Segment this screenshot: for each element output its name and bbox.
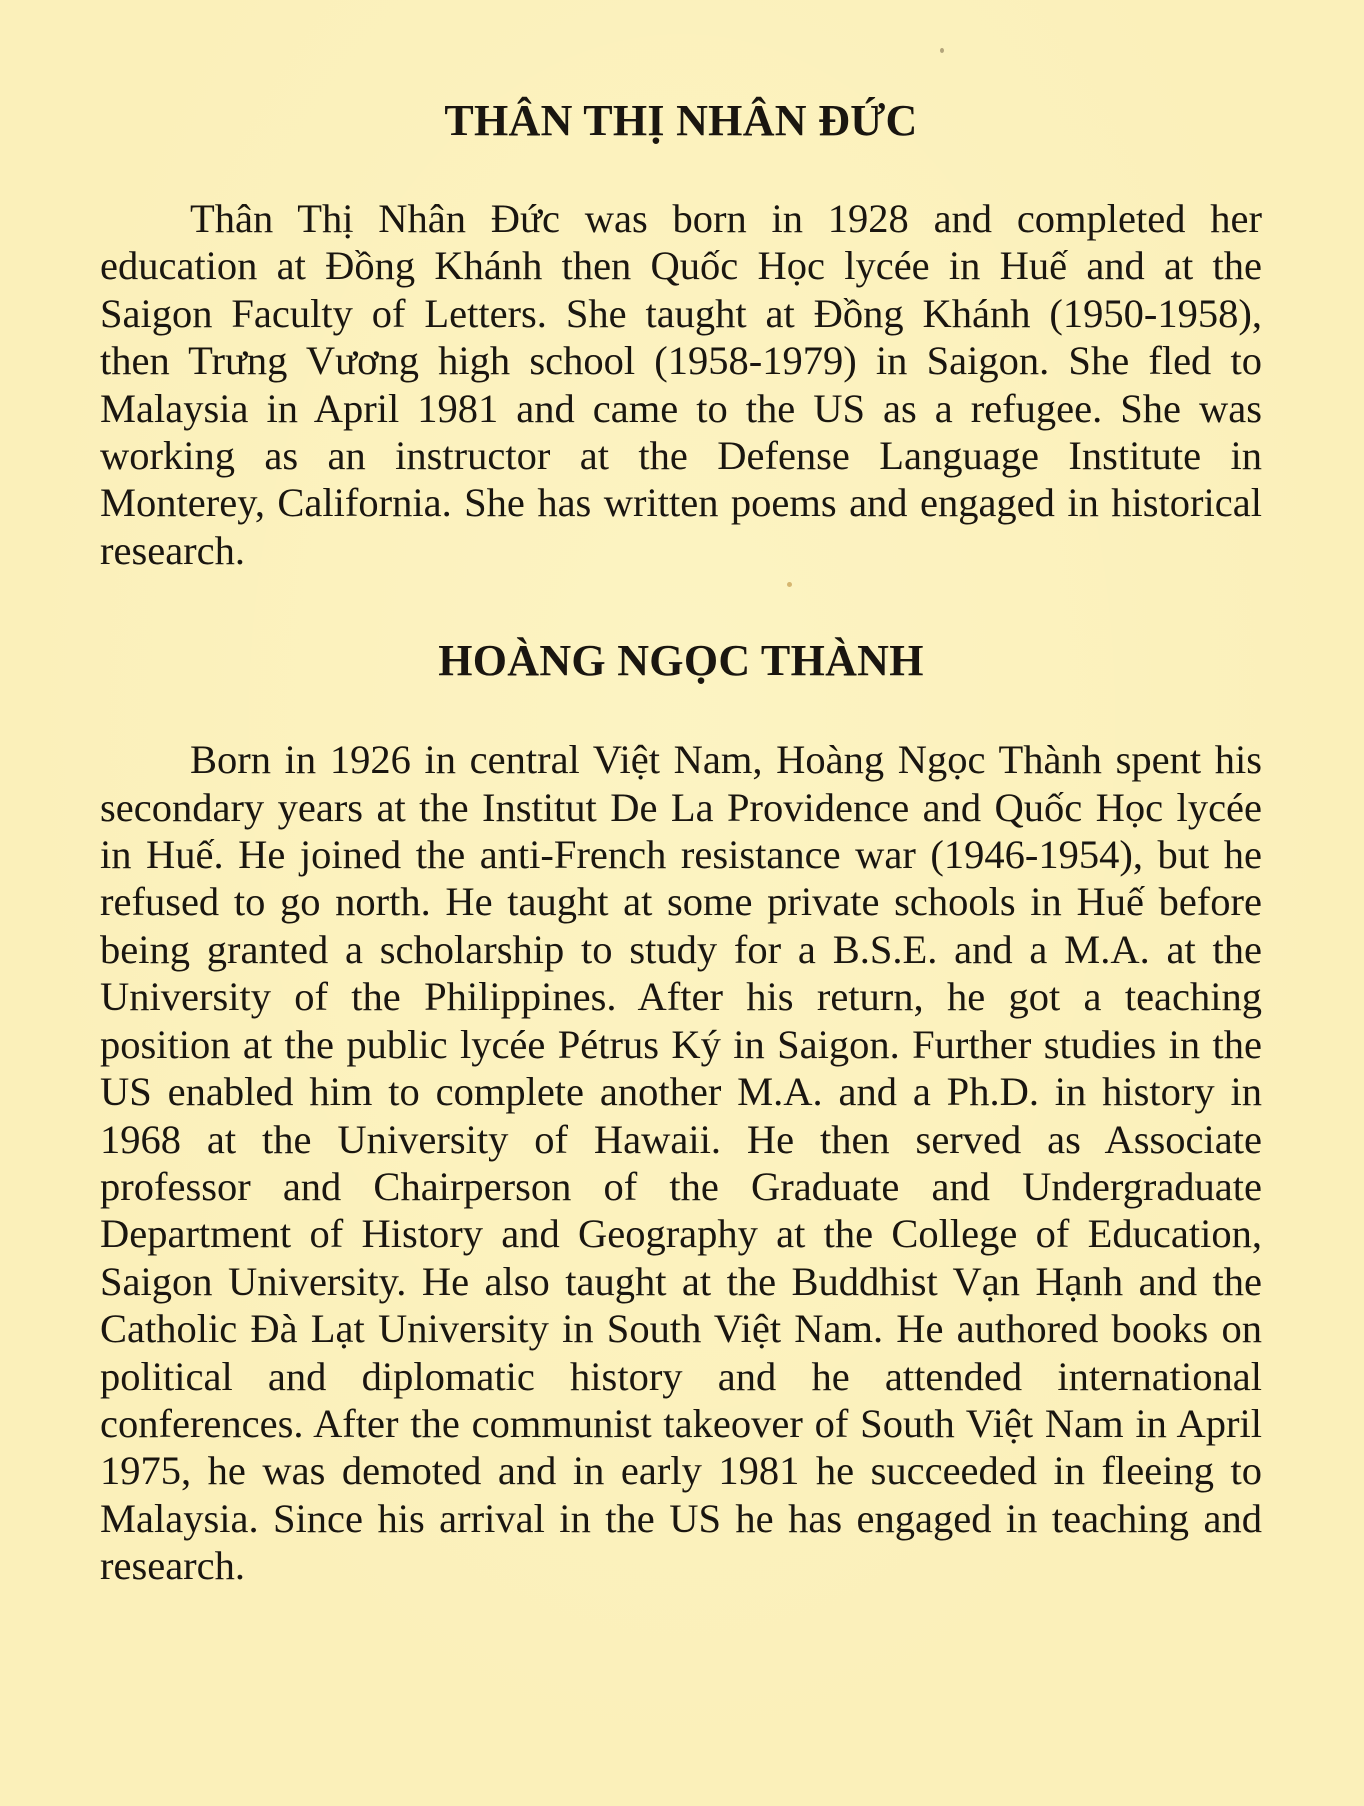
biography-paragraph: Born in 1926 in central Việt Nam, Hoàng Ngọc Thành spent his secondary years at the Institut De La Providence and Quốc Học lycée in Huế. He joined the anti-French resistance war (1946-1954), but he refused to go north. He taught at some private schools in Huế before being granted a scholarship to study for a B.S.E. and a M.A. at the University of the Philippines. After his return, he got a teaching position at the public lycée Pétrus Ký in Saigon. Further studies in the US enabled him to complete another M.A. and a Ph.D. in history in 1968 at the University of Hawaii. He then served as Associate professor and Chairperson of the Graduate and Undergraduate Department of History and Geography at the College of Education, Saigon University. He also taught at the Buddhist Vạn Hạnh and the Catholic Đà Lạt University in South Việt Nam. He authored books on political and diplomatic history and he attended international conferences. After the communist takeover of South Việt Nam in April 1975, he was demoted and in early 1981 he succeeded in fleeing to Malaysia. Since his arrival in the US he has engaged in teaching and research. [100, 737, 1262, 1589]
person-name-heading: HOÀNG NGỌC THÀNH [438, 636, 924, 686]
person-name-heading: THÂN THỊ NHÂN ĐỨC [444, 96, 918, 145]
paper-speck [787, 582, 792, 587]
bio-section-hoang-ngoc-thanh [100, 574, 1262, 1589]
paper-speck [940, 48, 944, 53]
biography-paragraph: Thân Thị Nhân Đức was born in 1928 and completed her education at Đồng Khánh then Quốc Học lycée in Huế and at the Saigon Faculty of Letters. She taught at Đồng Khánh (1950-1958), then Trưng Vương high school (1958-1979) in Saigon. She fled to Malaysia in April 1981 and came to the US as a refugee. She was working as an instructor at the Defense Language Institute in Monterey, California. She has written poems and engaged in historical research. [100, 196, 1262, 573]
bio-section-than-thi-nhan-duc [100, 0, 1262, 574]
